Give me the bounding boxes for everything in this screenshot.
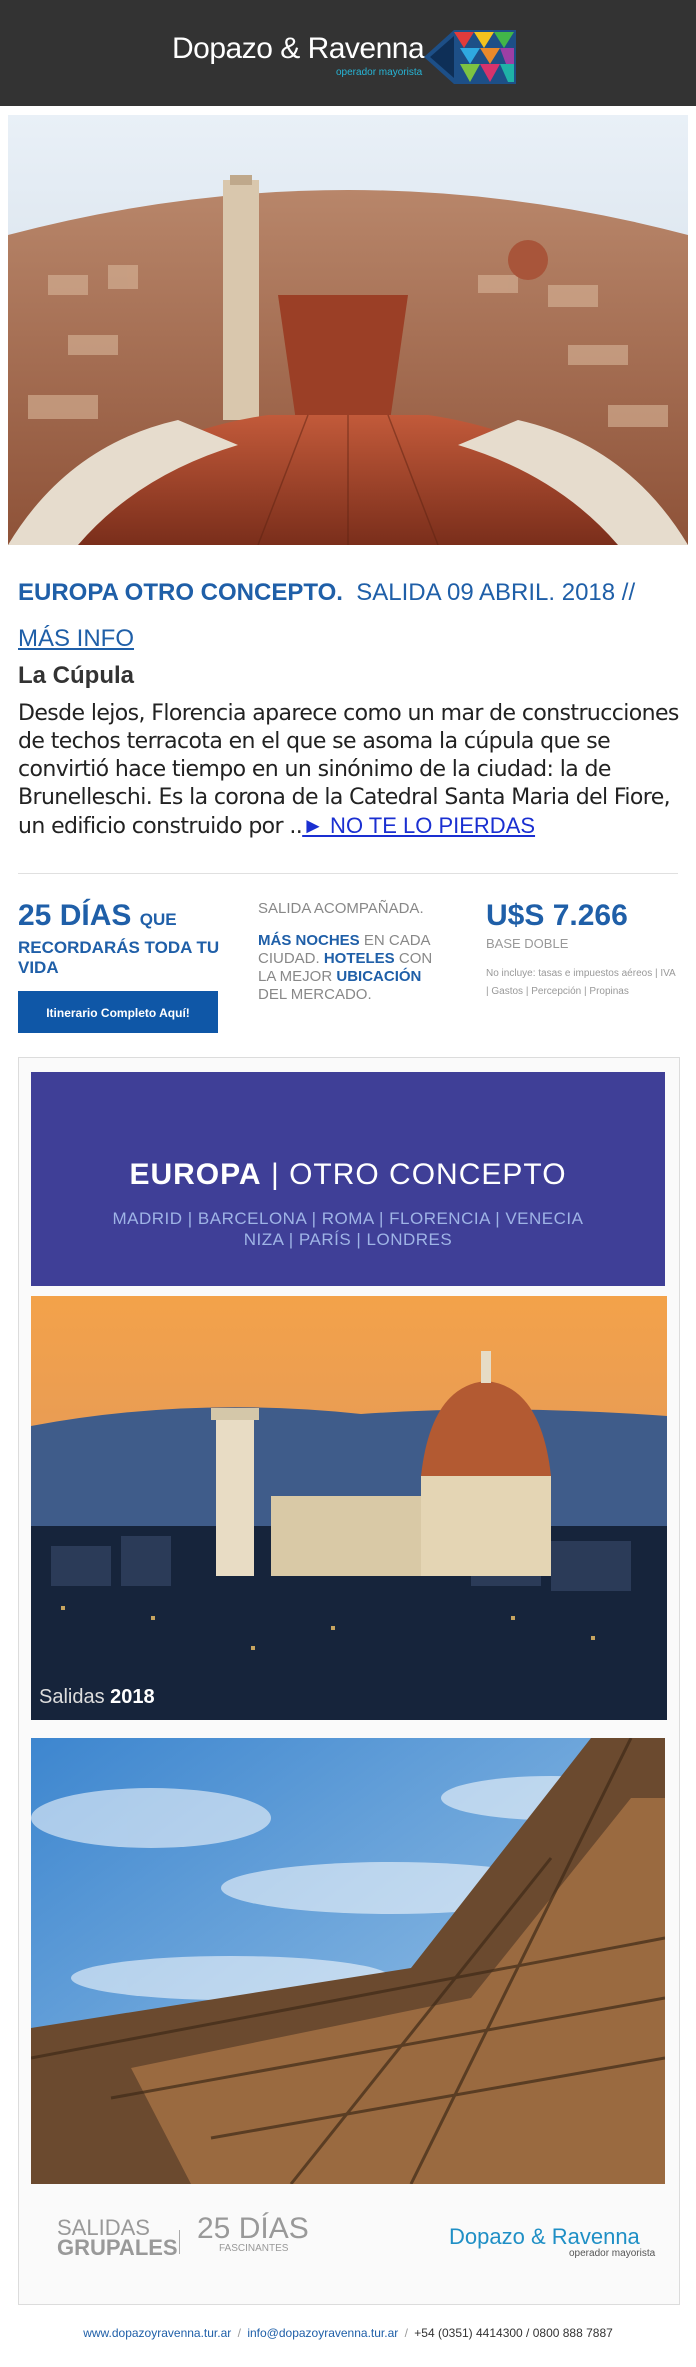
header-bar bbox=[0, 0, 696, 106]
promo-title: EUROPA | OTRO CONCEPTO bbox=[129, 1158, 567, 1191]
hero-image[interactable] bbox=[8, 115, 688, 545]
footer-separator bbox=[179, 2230, 180, 2254]
article-text: Desde lejos, Florencia aparece como un mar de construcciones de techos terracota en el que se asoma la cúpula que se convirtió hace tiempo en un sinónimo de la ciudad: la de Brunelleschi. Es la corona de la Catedral Santa Maria del Fiore, un edificio construido por .. bbox=[18, 701, 679, 839]
section-subtitle: La Cúpula bbox=[18, 662, 135, 689]
brand-logo-subtitle: operador mayorista bbox=[336, 67, 423, 78]
price-basis: BASE DOBLE bbox=[486, 936, 569, 951]
salida-label: SALIDA ACOMPAÑADA. bbox=[258, 900, 424, 917]
headline bbox=[18, 570, 678, 662]
read-more-link[interactable]: ► NO TE LO PIERDAS bbox=[302, 813, 536, 838]
promo-brand-logo: Dopazo & Ravenna bbox=[449, 2224, 640, 2249]
itinerary-button[interactable]: Itinerario Completo Aquí! bbox=[18, 991, 218, 1033]
price-exclusions: No incluye: tasas e impuestos aéreos | IVA | Gastos | Percepción | Propinas bbox=[486, 968, 676, 997]
promo-banner bbox=[31, 1072, 665, 1286]
florence-aerial-image bbox=[8, 115, 688, 545]
eiffel-tower-image bbox=[31, 1738, 665, 2184]
headline-date: SALIDA 09 ABRIL. 2018 // bbox=[356, 579, 636, 606]
features-text: MÁS NOCHES EN CADA CIUDAD. HOTELES CON LA MEJOR UBICACIÓN DEL MERCADO. bbox=[258, 932, 433, 1003]
headline-title: EUROPA OTRO CONCEPTO. bbox=[18, 579, 343, 606]
website-link[interactable]: www.dopazoyravenna.tur.ar bbox=[83, 2326, 232, 2340]
mas-info-link[interactable]: MÁS INFO bbox=[18, 625, 135, 652]
email-link[interactable]: info@dopazoyravenna.tur.ar bbox=[247, 2326, 399, 2340]
brand-logo-text[interactable]: Dopazo & Ravenna bbox=[172, 32, 425, 65]
article-body bbox=[18, 700, 680, 841]
days-count: 25 DÍAS QUE bbox=[18, 899, 177, 932]
salidas-2018-label: Salidas 2018 bbox=[39, 1686, 155, 1708]
days-column bbox=[18, 898, 228, 978]
price-column bbox=[486, 898, 676, 1001]
promo-brand-subtitle: operador mayorista bbox=[569, 2248, 656, 2259]
phone-numbers: +54 (0351) 4414300 / 0800 888 7887 bbox=[414, 2326, 613, 2340]
salidas-grupales-label: SALIDAS GRUPALES bbox=[57, 2215, 178, 2260]
brand-logo-icon[interactable] bbox=[424, 28, 516, 86]
price-value: U$S 7.266 bbox=[486, 899, 628, 932]
promo-cities: MADRID | BARCELONA | ROMA | FLORENCIA | VENECIA NIZA | PARÍS | LONDRES bbox=[112, 1209, 584, 1249]
contact-footer: www.dopazoyravenna.tur.ar / info@dopazoyravenna.tur.ar / +54 (0351) 4414300 / 0800 888 7887 bbox=[83, 2326, 613, 2340]
florence-night-image bbox=[31, 1296, 667, 1720]
features-column bbox=[258, 900, 453, 1004]
divider bbox=[18, 873, 678, 874]
dias-fascinantes-label: 25 DÍAS FASCINANTES bbox=[197, 2212, 309, 2254]
days-tagline: RECORDARÁS TODA TU VIDA bbox=[18, 938, 220, 977]
promo-flyer[interactable] bbox=[18, 1057, 680, 2305]
